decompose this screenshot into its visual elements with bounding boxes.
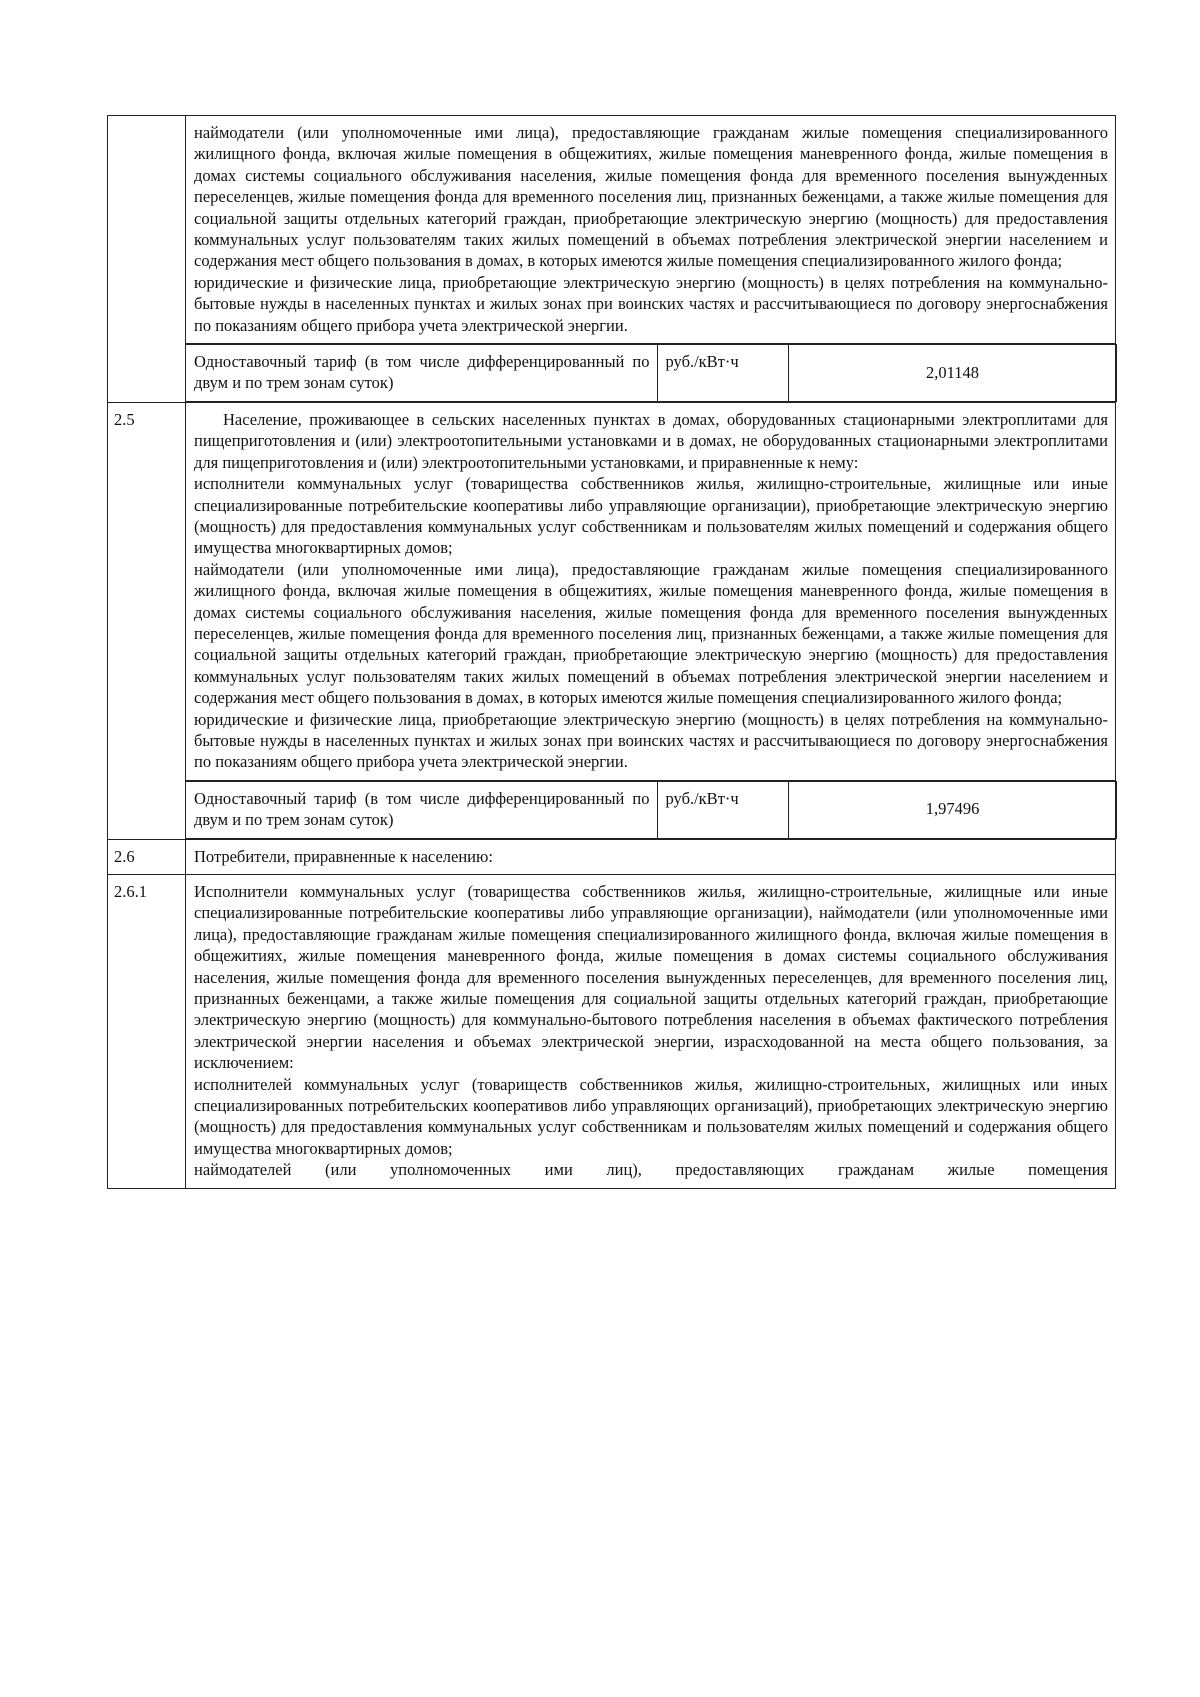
table-row [108,839,1116,874]
tariff-value: 1,97496 [788,781,1116,838]
row-number: 2.6.1 [108,875,186,1189]
row-number: 2.5 [108,402,186,839]
tariff-row [108,344,1116,403]
table-row [108,116,1116,344]
paragraph: Население, проживающее в сельских населенных пунктах в домах, оборудованных стационарными электроплитами для пищеприготовления и (или) электроотопительными установками и в домах, не оборудованных стационарными электроплитами для пищеприготовления и (или) электроотопительными установками, и приравненные к нему: [194,409,1108,472]
tariff-unit: руб./кВт·ч [657,345,788,402]
tariff-row [108,780,1116,839]
row-description: Потребители, приравненные к населению: [186,839,1116,874]
paragraph: исполнителей коммунальных услуг (товариществ собственников жилья, жилищно-строительных, жилищных или иных специализированных потребительских кооперативов либо управляющих организаций), приобретающих электрическую энергию (мощность) для предоставления коммунальных услуг собственникам и пользователям жилых помещений и содержания общего имущества многоквартирных домов; [194,1074,1108,1158]
paragraph: наймодатели (или уполномоченные ими лица), предоставляющие гражданам жилые помещения специализированного жилищного фонда, включая жилые помещения в общежитиях, жилые помещения маневренного фонда, жилые помещения в домах системы социального обслуживания населения, жилые помещения фонда для временного поселения вынужденных переселенцев, жилые помещения фонда для временного поселения лиц, признанных беженцами, а также жилые помещения для социальной защиты отдельных категорий граждан, приобретающие электрическую энергию (мощность) для предоставления коммунальных услуг пользователям таких жилых помещений в объемах потребления электрической энергии населением и содержания мест общего пользования в домах, в которых имеются жилые помещения специализированного жилого фонда; [194,559,1108,708]
tariff-value: 2,01148 [788,345,1116,402]
row-description [186,116,1116,344]
tariff-table [107,115,1116,1189]
paragraph: Исполнители коммунальных услуг (товарищества собственников жилья, жилищно-строительные, жилищные или иные специализированные потребительские кооперативы либо управляющие организации), наймодатели (или уполномоченные ими лица), предоставляющие гражданам жилые помещения специализированного жилищного фонда, включая жилые помещения в общежитиях, жилые помещения маневренного фонда, жилые помещения в домах системы социального обслуживания населения, жилые помещения фонда для временного поселения вынужденных переселенцев, для временного поселения лиц, признанных беженцами, а также жилые помещения для социальной защиты отдельных категорий граждан, приобретающие электрическую энергию (мощность) для коммунально-бытового потребления населения в объемах фактического потребления электрической энергии населения и объемах электрической энергии, израсходованной на места общего пользования, за исключением: [194,882,1108,1073]
paragraph: наймодателей (или уполномоченных ими лиц), предоставляющих гражданам жилые помещения [194,1160,1108,1180]
paragraph: наймодатели (или уполномоченные ими лица), предоставляющие гражданам жилые помещения специализированного жилищного фонда, включая жилые помещения в общежитиях, жилые помещения маневренного фонда, жилые помещения в домах системы социального обслуживания населения, жилые помещения фонда для временного поселения вынужденных переселенцев, жилые помещения фонда для временного поселения лиц, признанных беженцами, а также жилые помещения для социальной защиты отдельных категорий граждан, приобретающие электрическую энергию (мощность) для предоставления коммунальных услуг пользователям таких жилых помещений в объемах потребления электрической энергии населением и содержания мест общего пользования в домах, в которых имеются жилые помещения специализированного жилого фонда; [194,123,1108,271]
paragraph: исполнители коммунальных услуг (товарищества собственников жилья, жилищно-строительные, жилищные или иные специализированные потребительские кооперативы либо управляющие организации), приобретающие электрическую энергию (мощность) для предоставления коммунальных услуг собственникам и пользователям жилых помещений и содержания общего имущества многоквартирных домов; [194,474,1108,558]
table-row [108,402,1116,780]
tariff-subtable [186,781,1117,839]
paragraph: юридические и физические лица, приобретающие электрическую энергию (мощность) в целях потребления на коммунально-бытовые нужды в населенных пунктах и жилых зонах при воинских частях и рассчитывающиеся по договору энергоснабжения по показаниям общего прибора учета электрической энергии. [194,272,1108,335]
tariff-unit: руб./кВт·ч [657,781,788,838]
row-number [108,116,186,403]
table-row [108,875,1116,1189]
tariff-name: Одноставочный тариф (в том числе дифференцированный по двум и по трем зонам суток) [186,781,657,838]
row-description [186,402,1116,780]
tariff-subtable [186,344,1117,402]
paragraph: юридические и физические лица, приобретающие электрическую энергию (мощность) в целях потребления на коммунально-бытовые нужды в населенных пунктах и жилых зонах при воинских частях и рассчитывающиеся по договору энергоснабжения по показаниям общего прибора учета электрической энергии. [194,709,1108,772]
tariff-name: Одноставочный тариф (в том числе дифференцированный по двум и по трем зонам суток) [186,345,657,402]
row-number: 2.6 [108,839,186,874]
row-description [186,875,1116,1189]
